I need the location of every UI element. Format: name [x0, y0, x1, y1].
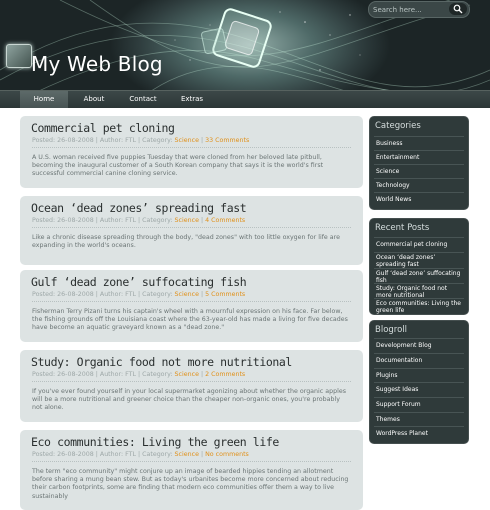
- categories-widget: [369, 116, 469, 210]
- post-category-link[interactable]: Science: [174, 217, 199, 224]
- recent-post-label[interactable]: Eco communities: Living the green life: [376, 300, 461, 314]
- blogroll-label[interactable]: Documentation: [376, 357, 423, 364]
- post-comments-link[interactable]: 4 Comments: [205, 217, 246, 224]
- post-divider: [32, 147, 351, 148]
- category-label[interactable]: World News: [376, 196, 412, 203]
- recent-post-label[interactable]: Study: Organic food not more nutritional: [376, 285, 448, 299]
- blogroll-label[interactable]: Development Blog: [376, 342, 432, 349]
- recent-post-item[interactable]: [374, 283, 464, 299]
- post-category-link[interactable]: Science: [174, 137, 199, 144]
- logo-icon[interactable]: [6, 44, 32, 68]
- search-icon: [453, 4, 463, 14]
- blogroll-label[interactable]: WordPress Planet: [376, 430, 428, 437]
- category-label[interactable]: Science: [376, 168, 400, 175]
- recent-posts-widget: [369, 218, 469, 315]
- category-label[interactable]: Technology: [376, 182, 410, 189]
- category-label[interactable]: Entertainment: [376, 154, 420, 161]
- recent-post-label[interactable]: Gulf ‘dead zone’ suffocating fish: [376, 270, 461, 284]
- widget-title: Blogroll: [375, 325, 408, 335]
- meta-separator: |: [198, 371, 206, 378]
- post-title[interactable]: Gulf ‘dead zone’ suffocating fish: [31, 275, 247, 289]
- post-meta: [32, 217, 245, 224]
- post-card: [20, 270, 363, 342]
- post-meta-info: Posted: 26-08-2008 | Author: FTL | Category:: [32, 217, 175, 224]
- post-card: [20, 430, 363, 510]
- post-meta: [32, 137, 249, 144]
- blogroll-link[interactable]: [374, 382, 464, 397]
- blogroll-link[interactable]: [374, 338, 464, 353]
- category-item[interactable]: [374, 136, 464, 151]
- category-item[interactable]: [374, 192, 464, 207]
- post-divider: [32, 227, 351, 228]
- category-label[interactable]: Business: [376, 140, 403, 147]
- blogroll-link[interactable]: [374, 353, 464, 368]
- search-input[interactable]: [373, 3, 443, 16]
- post-meta-info: Posted: 26-08-2008 | Author: FTL | Category:: [32, 137, 175, 144]
- site-header: [0, 0, 490, 108]
- recent-post-label[interactable]: Commercial pet cloning: [376, 241, 448, 248]
- post-title[interactable]: Ocean ‘dead zones’ spreading fast: [31, 201, 247, 215]
- recent-post-label[interactable]: Ocean ‘dead zones’ spreading fast: [376, 254, 436, 268]
- meta-separator: |: [198, 137, 206, 144]
- post-meta-info: Posted: 26-08-2008 | Author: FTL | Category:: [32, 291, 175, 298]
- post-card: [20, 116, 363, 188]
- recent-post-item[interactable]: [374, 298, 464, 315]
- blogroll-label[interactable]: Plugins: [376, 372, 398, 379]
- post-meta-info: Posted: 26-08-2008 | Author: FTL | Category:: [32, 371, 175, 378]
- post-title[interactable]: Study: Organic food not more nutritional: [31, 355, 292, 369]
- blogroll-link[interactable]: [374, 397, 464, 412]
- site-title[interactable]: My Web Blog: [31, 52, 163, 76]
- nav-extras[interactable]: Extras: [180, 95, 204, 103]
- post-meta-info: Posted: 26-08-2008 | Author: FTL | Category:: [32, 451, 175, 458]
- blogroll-label[interactable]: Support Forum: [376, 401, 421, 408]
- post-title[interactable]: Eco communities: Living the green life: [31, 435, 279, 449]
- post-category-link[interactable]: Science: [174, 291, 199, 298]
- post-excerpt: A U.S. woman received five puppies Tuesday that were cloned from her beloved late pitbull, becoming the inaugural customer of a South Korean company that says it is the world's first successful commercial canine cloning service.: [32, 154, 324, 178]
- post-divider: [32, 301, 351, 302]
- post-excerpt: Like a chronic disease spreading through the body, "dead zones" with too little oxygen for life are expanding in the world's oceans.: [32, 234, 340, 250]
- widget-title: Recent Posts: [375, 223, 430, 233]
- post-meta: [32, 291, 245, 298]
- blogroll-link[interactable]: [374, 412, 464, 427]
- post-comments-link[interactable]: No comments: [205, 451, 249, 458]
- blogroll-widget: [369, 320, 469, 444]
- post-title[interactable]: Commercial pet cloning: [31, 121, 175, 135]
- blogroll-link[interactable]: [374, 426, 464, 441]
- category-item[interactable]: [374, 150, 464, 165]
- category-item[interactable]: [374, 164, 464, 179]
- recent-post-item[interactable]: [374, 237, 464, 252]
- nav-contact[interactable]: Contact: [129, 95, 157, 103]
- post-category-link[interactable]: Science: [174, 371, 199, 378]
- blogroll-label[interactable]: Themes: [376, 416, 400, 423]
- recent-post-item[interactable]: [374, 252, 464, 269]
- widget-title: Categories: [375, 121, 421, 131]
- post-divider: [32, 381, 351, 382]
- post-meta: [32, 451, 249, 458]
- post-excerpt: If you've ever found yourself in your local supermarket agonizing about whether the organic apples will be a more nutritional and greener choice than the cheaper non-organic ones, you're probably not alone.: [32, 388, 347, 412]
- post-meta: [32, 371, 245, 378]
- category-item[interactable]: [374, 178, 464, 193]
- main-nav: [0, 90, 490, 108]
- nav-home[interactable]: Home: [20, 91, 68, 108]
- post-divider: [32, 461, 351, 462]
- post-comments-link[interactable]: 2 Comments: [205, 371, 246, 378]
- post-comments-link[interactable]: 5 Comments: [205, 291, 246, 298]
- post-comments-link[interactable]: 33 Comments: [205, 137, 250, 144]
- recent-post-item[interactable]: [374, 268, 464, 284]
- nav-about[interactable]: About: [83, 95, 105, 103]
- blogroll-link[interactable]: [374, 368, 464, 383]
- post-excerpt: Fisherman Terry Pizani turns his captain's wheel with a mournful expression on his face. Far below, the fishing grounds off the Louisiana coast where the 63-year-old has made a living for five decades have become an aquatic graveyard known as a "dead zone.": [32, 308, 348, 332]
- post-card: [20, 196, 363, 265]
- meta-separator: |: [198, 291, 206, 298]
- search-box: [368, 1, 470, 18]
- search-button[interactable]: [449, 3, 467, 15]
- meta-separator: |: [198, 451, 206, 458]
- blogroll-label[interactable]: Suggest Ideas: [376, 386, 419, 393]
- post-excerpt: The term "eco community" might conjure up an image of bearded hippies tending an allotment before sharing a mung bean stew. But as today's urbanites become more concerned about reducing their carbon footprints, some are finding that modern eco communities offer them a way to live sustainably: [32, 468, 349, 500]
- post-card: [20, 350, 363, 422]
- post-category-link[interactable]: Science: [174, 451, 199, 458]
- meta-separator: |: [198, 217, 206, 224]
